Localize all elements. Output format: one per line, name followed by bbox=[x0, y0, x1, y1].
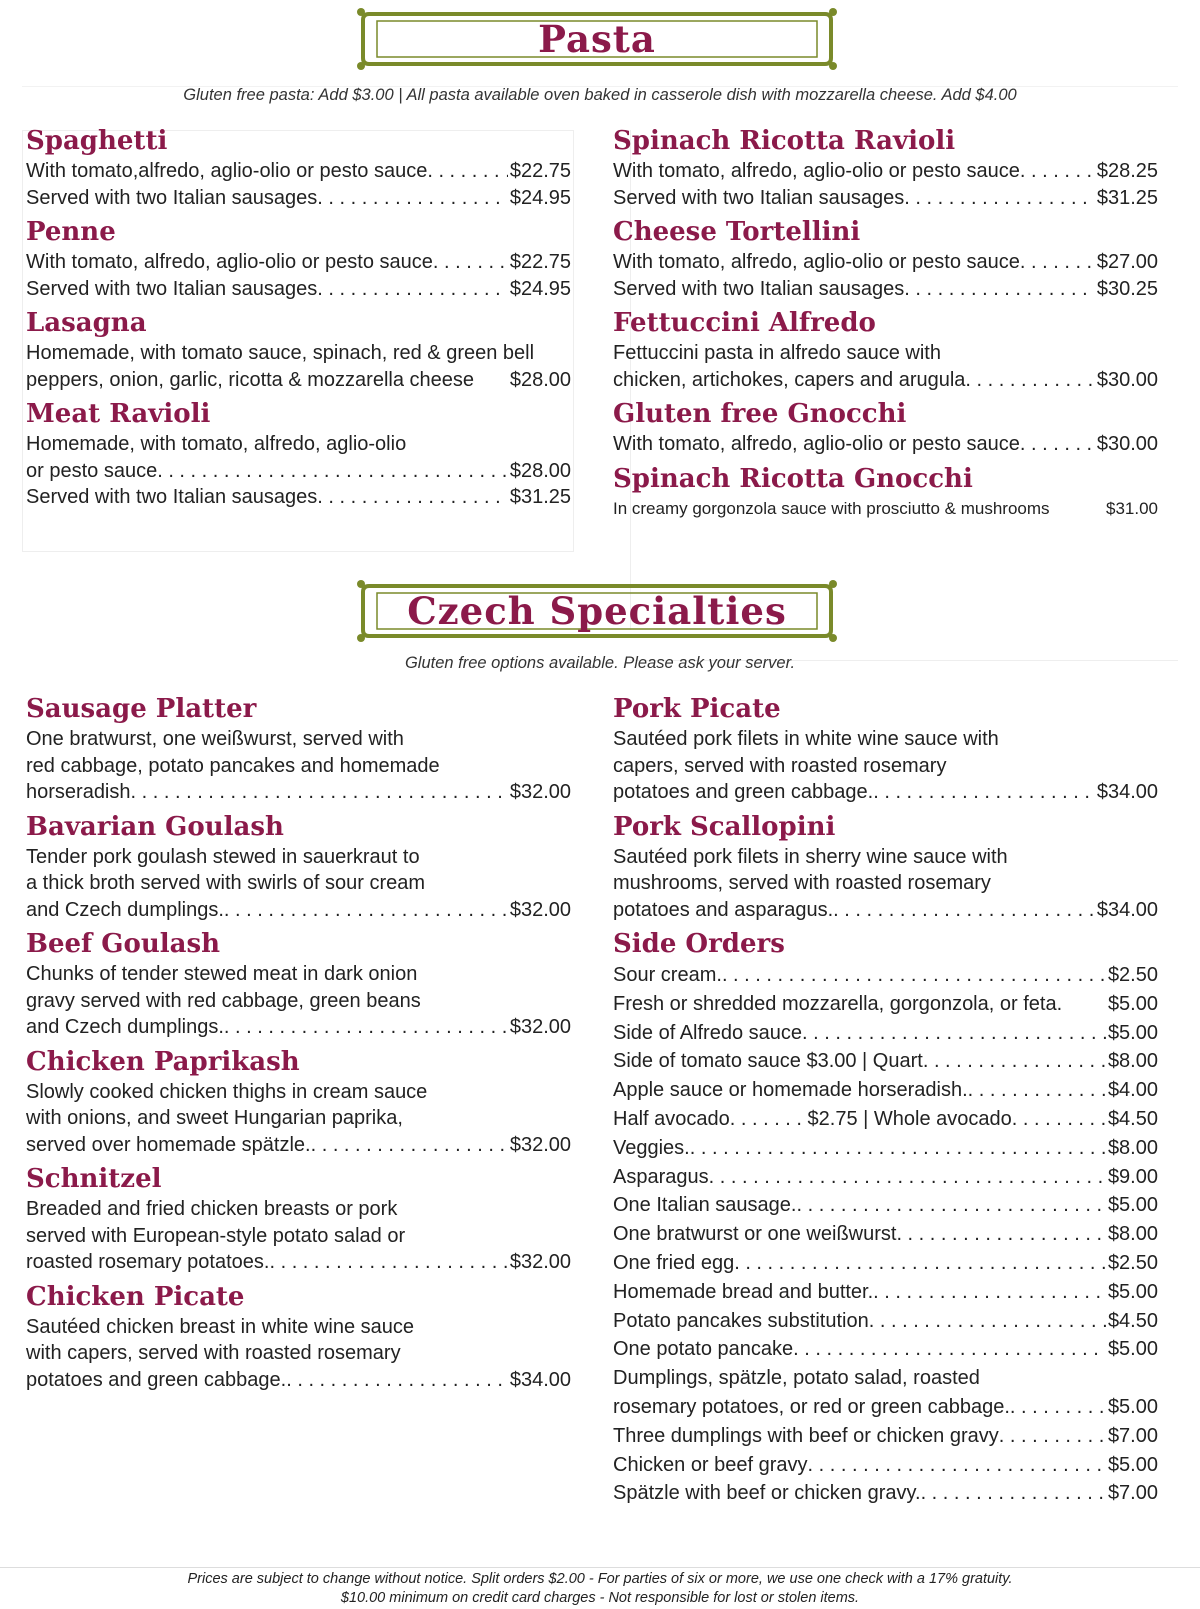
line-text: Three dumplings with beef or chicken gravy bbox=[613, 1424, 999, 1447]
item-name: Gluten free Gnocchi bbox=[613, 399, 907, 429]
menu-line bbox=[613, 185, 1158, 212]
menu-line bbox=[26, 1196, 571, 1223]
line-text: Side of Alfredo sauce bbox=[613, 1021, 803, 1044]
leader-dots bbox=[921, 1479, 1106, 1508]
leader-dots bbox=[796, 1191, 1105, 1220]
menu-line bbox=[26, 1367, 571, 1394]
item-name: Pork Picate bbox=[613, 694, 781, 724]
side-orders-title: Side Orders bbox=[613, 929, 785, 959]
item-name: Beef Goulash bbox=[26, 929, 221, 959]
leader-dots bbox=[269, 1249, 507, 1276]
price: $31.25 bbox=[1096, 186, 1158, 209]
line-text: Sour cream. bbox=[613, 964, 722, 986]
line-text: Dumplings, spätzle, potato salad, roasted bbox=[613, 1367, 980, 1390]
menu-line bbox=[26, 1314, 571, 1341]
menu-line bbox=[613, 1134, 1158, 1163]
pasta-left-column bbox=[26, 124, 571, 515]
leader-dots bbox=[709, 1163, 1106, 1192]
menu-line bbox=[26, 1079, 571, 1106]
leader-dots bbox=[833, 897, 1095, 924]
leader-dots bbox=[734, 1249, 1106, 1278]
line-text: Slowly cooked chicken thighs in cream sauce bbox=[26, 1080, 428, 1103]
leader-dots bbox=[965, 367, 1094, 394]
price: $28.25 bbox=[1096, 160, 1158, 182]
line-text: With tomato, alfredo, aglio-olio or pesto sauce bbox=[613, 433, 1020, 455]
footer-line-2: $10.00 minimum on credit card charges - Not responsible for lost or stolen items. bbox=[340, 1590, 860, 1606]
price: $27.00 bbox=[1096, 251, 1158, 273]
line-text: red cabbage, potato pancakes and homemade bbox=[26, 754, 440, 777]
pasta-title: Pasta bbox=[538, 17, 656, 61]
menu-line bbox=[613, 870, 1158, 897]
price: $8.00 bbox=[1107, 1050, 1158, 1073]
menu-line bbox=[613, 1163, 1158, 1192]
leader-dots bbox=[311, 1132, 508, 1159]
menu-item bbox=[613, 215, 1158, 302]
line-text: One Italian sausage. bbox=[613, 1194, 797, 1217]
leader-dots bbox=[793, 1335, 1106, 1364]
menu-item bbox=[26, 1280, 571, 1394]
line-text: potatoes and green cabbage. bbox=[613, 781, 874, 803]
menu-line bbox=[613, 1393, 1158, 1422]
czech-right-column bbox=[613, 692, 1158, 1512]
price: $32.00 bbox=[509, 898, 571, 921]
menu-line bbox=[613, 1220, 1158, 1249]
leader-dots bbox=[224, 1014, 508, 1041]
menu-line bbox=[26, 1223, 571, 1250]
menu-line bbox=[26, 484, 571, 511]
menu-line bbox=[613, 1335, 1158, 1364]
line-text: potatoes and asparagus. bbox=[613, 898, 834, 921]
item-name: Meat Ravioli bbox=[26, 399, 211, 429]
leader-dots bbox=[690, 1134, 1106, 1163]
menu-line bbox=[26, 897, 571, 924]
menu-item bbox=[26, 1045, 571, 1159]
menu-line bbox=[613, 367, 1158, 394]
menu-line bbox=[26, 1249, 571, 1276]
leader-dots bbox=[873, 1278, 1106, 1307]
price: $24.95 bbox=[509, 186, 571, 209]
menu-item bbox=[613, 462, 1158, 523]
price: $24.95 bbox=[509, 277, 571, 300]
leader-dots bbox=[999, 1422, 1106, 1451]
menu-line bbox=[26, 340, 571, 367]
menu-item bbox=[26, 397, 571, 511]
line-text: served over homemade spätzle. bbox=[26, 1133, 311, 1156]
menu-line bbox=[613, 1422, 1158, 1451]
pasta-banner bbox=[355, 6, 839, 72]
line-text: potatoes and green cabbage. bbox=[26, 1368, 287, 1391]
leader-dots bbox=[317, 276, 508, 303]
leader-dots bbox=[131, 779, 508, 806]
leader-dots bbox=[1020, 249, 1095, 276]
menu-line bbox=[613, 158, 1158, 185]
menu-line bbox=[613, 1105, 1158, 1134]
leader-dots bbox=[968, 1076, 1106, 1105]
line-text: Apple sauce or homemade horseradish. bbox=[613, 1079, 968, 1102]
price: $32.00 bbox=[509, 1016, 571, 1038]
czech-title: Czech Specialties bbox=[407, 589, 787, 633]
item-name: Lasagna bbox=[26, 308, 147, 338]
price: $5.00 bbox=[1107, 992, 1158, 1015]
menu-line bbox=[613, 496, 1158, 523]
item-name: Chicken Picate bbox=[26, 1281, 245, 1312]
menu-item bbox=[26, 810, 571, 924]
pasta-right-column bbox=[613, 124, 1158, 526]
menu-line bbox=[613, 276, 1158, 303]
line-text: and Czech dumplings. bbox=[26, 898, 224, 921]
line-text: Homemade, with tomato sauce, spinach, red & green bell bbox=[26, 342, 535, 364]
leader-dots bbox=[802, 1019, 1106, 1048]
menu-line bbox=[613, 1019, 1158, 1048]
line-text: Homemade bread and butter. bbox=[613, 1280, 874, 1303]
line-text: Homemade, with tomato, alfredo, aglio-olio bbox=[26, 433, 407, 455]
leader-dots bbox=[317, 185, 508, 212]
menu-line bbox=[26, 870, 571, 897]
price: $4.00 bbox=[1107, 1079, 1158, 1102]
menu-item bbox=[26, 215, 571, 302]
price: $32.00 bbox=[509, 1251, 571, 1273]
price: $2.50 bbox=[1107, 964, 1158, 986]
menu-item bbox=[26, 124, 571, 211]
line-text: Breaded and fried chicken breasts or pork bbox=[26, 1198, 398, 1220]
item-name: Cheese Tortellini bbox=[613, 217, 861, 247]
leader-dots bbox=[904, 185, 1095, 212]
leader-dots bbox=[286, 1367, 508, 1394]
footer-rule bbox=[0, 1567, 1200, 1568]
menu-line bbox=[613, 753, 1158, 780]
price: $5.00 bbox=[1107, 1453, 1158, 1476]
menu-line bbox=[613, 340, 1158, 367]
price: $28.00 bbox=[509, 459, 571, 482]
line-text: Served with two Italian sausages bbox=[613, 277, 905, 300]
line-text: Served with two Italian sausages bbox=[26, 277, 318, 300]
price: $5.00 bbox=[1107, 1021, 1158, 1044]
menu-line bbox=[613, 1191, 1158, 1220]
menu-line bbox=[613, 249, 1158, 276]
line-text: Side of tomato sauce $3.00 | Quart bbox=[613, 1050, 923, 1073]
line-text: horseradish bbox=[26, 781, 131, 803]
leader-dots bbox=[722, 961, 1106, 990]
line-text: In creamy gorgonzola sauce with prosciutto & mushrooms bbox=[613, 498, 1050, 518]
line-text: Veggies. bbox=[613, 1136, 690, 1159]
line-text: Served with two Italian sausages bbox=[613, 186, 905, 209]
line-text: Chicken or beef gravy bbox=[613, 1453, 808, 1476]
czech-banner bbox=[355, 578, 839, 644]
line-text: Sautéed pork filets in sherry wine sauce with bbox=[613, 845, 1008, 868]
menu-item bbox=[613, 306, 1158, 393]
menu-item bbox=[613, 124, 1158, 211]
leader-dots bbox=[808, 1451, 1106, 1480]
leader-dots bbox=[157, 458, 508, 485]
menu-line bbox=[26, 961, 571, 988]
menu-line bbox=[26, 1132, 571, 1159]
price: $8.00 bbox=[1107, 1136, 1158, 1159]
menu-line bbox=[613, 431, 1158, 458]
menu-line bbox=[26, 779, 571, 806]
menu-item bbox=[613, 810, 1158, 924]
czech-left-column bbox=[26, 692, 571, 1397]
leader-dots bbox=[923, 1047, 1106, 1076]
menu-item bbox=[613, 692, 1158, 806]
side-orders bbox=[613, 927, 1158, 1508]
menu-line bbox=[613, 1076, 1158, 1105]
item-name: Sausage Platter bbox=[26, 694, 257, 724]
item-name: Fettuccini Alfredo bbox=[613, 308, 876, 338]
leader-dots bbox=[1012, 1105, 1106, 1134]
menu-line bbox=[613, 897, 1158, 924]
item-name: Schnitzel bbox=[26, 1164, 162, 1194]
line-text: Sautéed pork filets in white wine sauce with bbox=[613, 728, 999, 750]
leader-dots bbox=[904, 276, 1095, 303]
price: $4.50 bbox=[1107, 1107, 1158, 1130]
menu-line bbox=[26, 844, 571, 871]
leader-dots bbox=[224, 897, 508, 924]
leader-dots bbox=[317, 484, 508, 511]
pasta-note: Gluten free pasta: Add $3.00 | All pasta available oven baked in casserole dish with mozzarella cheese. Add $4.00 bbox=[183, 86, 1017, 104]
price: $30.25 bbox=[1096, 277, 1158, 300]
line-text: capers, served with roasted rosemary bbox=[613, 754, 947, 777]
item-name: Bavarian Goulash bbox=[26, 811, 284, 842]
price: $5.00 bbox=[1107, 1338, 1158, 1361]
price: $22.75 bbox=[509, 160, 571, 182]
line-text: Served with two Italian sausages bbox=[26, 486, 318, 508]
price: $34.00 bbox=[509, 1368, 571, 1391]
line-text: and Czech dumplings. bbox=[26, 1016, 224, 1038]
price: $28.00 bbox=[509, 368, 571, 391]
line-text: With tomato, alfredo, aglio-olio or pesto sauce bbox=[613, 160, 1020, 182]
menu-item bbox=[26, 692, 571, 806]
menu-item bbox=[26, 306, 571, 393]
menu-line bbox=[613, 1479, 1158, 1508]
line-text: One bratwurst or one weißwurst bbox=[613, 1223, 897, 1246]
menu-line bbox=[613, 1047, 1158, 1076]
price: $22.75 bbox=[509, 251, 571, 273]
line-text: roasted rosemary potatoes. bbox=[26, 1251, 270, 1273]
menu-line bbox=[26, 1014, 571, 1041]
line-text: Chunks of tender stewed meat in dark onion bbox=[26, 963, 418, 985]
czech-note: Gluten free options available. Please ask your server. bbox=[404, 654, 796, 672]
line-text: served with European-style potato salad or bbox=[26, 1224, 406, 1247]
leader-dots bbox=[873, 779, 1095, 806]
leader-dots bbox=[1020, 431, 1095, 458]
price: $30.00 bbox=[1096, 368, 1158, 391]
line-text: Fettuccini pasta in alfredo sauce with bbox=[613, 342, 941, 364]
menu-line bbox=[26, 431, 571, 458]
price: $31.00 bbox=[1106, 498, 1158, 518]
leader-dots bbox=[433, 249, 508, 276]
leader-dots bbox=[1010, 1393, 1106, 1422]
line-text: Half avocado. . . . . . . $2.75 | Whole avocado bbox=[613, 1107, 1012, 1130]
line-text: With tomato, alfredo, aglio-olio or pesto sauce bbox=[26, 251, 433, 273]
menu-line bbox=[26, 458, 571, 485]
line-text: rosemary potatoes, or red or green cabbage. bbox=[613, 1395, 1010, 1418]
menu-line bbox=[26, 1105, 571, 1132]
menu-line bbox=[613, 726, 1158, 753]
line-text: Tender pork goulash stewed in sauerkraut to bbox=[26, 845, 420, 868]
line-text: With tomato, alfredo, aglio-olio or pesto sauce bbox=[613, 251, 1020, 273]
menu-line bbox=[613, 1307, 1158, 1336]
price: $32.00 bbox=[509, 781, 571, 803]
line-text: Potato pancakes substitution bbox=[613, 1309, 869, 1332]
item-name: Penne bbox=[26, 217, 116, 247]
price: $34.00 bbox=[1096, 781, 1158, 803]
price: $9.00 bbox=[1107, 1165, 1158, 1188]
line-text: Sautéed chicken breast in white wine sauce bbox=[26, 1315, 415, 1338]
leader-dots bbox=[427, 158, 508, 185]
item-name: Spaghetti bbox=[26, 126, 168, 156]
menu-line bbox=[613, 1278, 1158, 1307]
menu-line bbox=[613, 1249, 1158, 1278]
line-text: Asparagus bbox=[613, 1165, 709, 1188]
menu-line bbox=[613, 779, 1158, 806]
footer-line-1: Prices are subject to change without notice. Split orders $2.00 - For parties of six or more, we use one check with a 17% gratuity. bbox=[187, 1571, 1013, 1587]
line-text: with capers, served with roasted rosemary bbox=[26, 1342, 401, 1364]
price: $32.00 bbox=[509, 1133, 571, 1156]
menu-item bbox=[26, 927, 571, 1041]
menu-line bbox=[26, 367, 571, 394]
leader-dots bbox=[869, 1307, 1106, 1336]
menu-line bbox=[26, 185, 571, 212]
menu-line bbox=[613, 1364, 1158, 1393]
menu-line bbox=[613, 1451, 1158, 1480]
menu-item bbox=[613, 397, 1158, 458]
price: $34.00 bbox=[1096, 898, 1158, 921]
item-name: Pork Scallopini bbox=[613, 811, 836, 842]
menu-line bbox=[26, 753, 571, 780]
menu-line bbox=[26, 249, 571, 276]
line-text: Spätzle with beef or chicken gravy. bbox=[613, 1482, 921, 1505]
item-name: Chicken Paprikash bbox=[26, 1046, 300, 1077]
menu-line bbox=[26, 1340, 571, 1367]
line-text: One potato pancake bbox=[613, 1338, 794, 1361]
menu-line bbox=[26, 276, 571, 303]
line-text: peppers, onion, garlic, ricotta & mozzarella cheese bbox=[26, 368, 475, 391]
price: $5.00 bbox=[1107, 1194, 1158, 1217]
line-text: Served with two Italian sausages bbox=[26, 186, 318, 209]
price: $5.00 bbox=[1107, 1395, 1158, 1418]
price: $5.00 bbox=[1107, 1280, 1158, 1303]
item-name: Spinach Ricotta Gnocchi bbox=[613, 463, 973, 494]
menu-line bbox=[26, 988, 571, 1015]
price: $4.50 bbox=[1107, 1309, 1158, 1332]
line-text: With tomato,alfredo, aglio-olio or pesto sauce bbox=[26, 160, 428, 182]
price: $7.00 bbox=[1107, 1424, 1158, 1447]
line-text: mushrooms, served with roasted rosemary bbox=[613, 872, 991, 894]
line-text: Fresh or shredded mozzarella, gorgonzola, or feta. bbox=[613, 992, 1063, 1015]
price: $30.00 bbox=[1096, 433, 1158, 455]
leader-dots bbox=[896, 1220, 1106, 1249]
price: $7.00 bbox=[1107, 1482, 1158, 1505]
item-name: Spinach Ricotta Ravioli bbox=[613, 126, 956, 156]
line-text: gravy served with red cabbage, green beans bbox=[26, 989, 421, 1012]
menu-line bbox=[613, 844, 1158, 871]
menu-line bbox=[26, 726, 571, 753]
line-text: a thick broth served with swirls of sour cream bbox=[26, 872, 426, 894]
line-text: One fried egg bbox=[613, 1251, 735, 1274]
price: $2.50 bbox=[1107, 1251, 1158, 1274]
menu-line bbox=[613, 961, 1158, 990]
menu-line bbox=[613, 990, 1158, 1019]
line-text: with onions, and sweet Hungarian paprika, bbox=[26, 1107, 403, 1129]
leader-dots bbox=[1020, 158, 1095, 185]
menu-item bbox=[26, 1162, 571, 1276]
line-text: One bratwurst, one weißwurst, served with bbox=[26, 728, 404, 750]
line-text: or pesto sauce bbox=[26, 459, 158, 482]
menu-line bbox=[26, 158, 571, 185]
price: $31.25 bbox=[509, 486, 571, 508]
price: $8.00 bbox=[1107, 1223, 1158, 1246]
line-text: chicken, artichokes, capers and arugula bbox=[613, 368, 966, 391]
